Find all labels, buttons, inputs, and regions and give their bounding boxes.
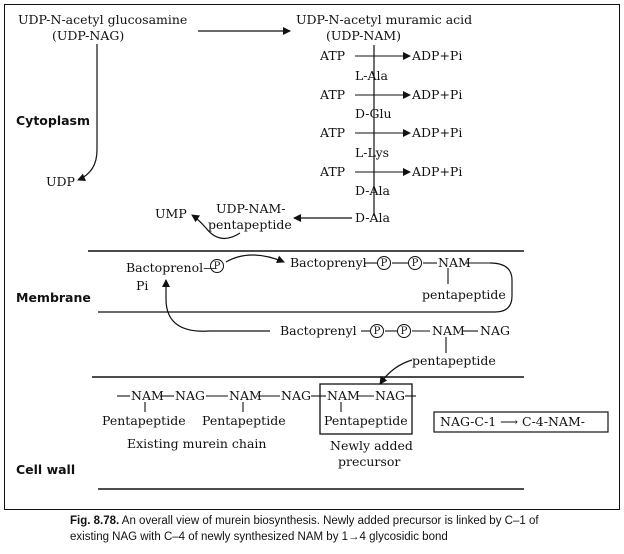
pentapeptide-wall-2: Pentapeptide [202,413,286,428]
nam-membrane-1: NAM [438,255,471,270]
nam-membrane-2: NAM [432,323,465,338]
adp-2: ADP+Pi [412,87,463,102]
chain-nag-1: NAG [175,388,205,403]
amino-5: D-Ala [355,210,390,225]
ump-label: UMP [155,206,187,221]
adp-1: ADP+Pi [412,48,463,63]
bactoprenyl-1: Bactoprenyl [290,255,367,270]
pi-label: Pi [136,278,149,293]
udp-nam-pp-line2: pentapeptide [208,217,292,232]
atp-2: ATP [320,87,346,102]
bactoprenyl-2: Bactoprenyl [280,323,357,338]
udp-nag-name: UDP-N-acetyl glucosamine [18,12,188,27]
new-nam: NAM [327,388,360,403]
udp-nam-name: UDP-N-acetyl muramic acid [296,12,473,27]
udp-label: UDP [46,174,75,189]
pentapeptide-wall-1: Pentapeptide [102,413,186,428]
udp-nam-abbrev: (UDP-NAM) [326,28,402,43]
region-membrane: Membrane [16,290,91,305]
pentapeptide-membrane-1: pentapeptide [422,287,506,302]
nag-membrane-2: NAG [480,323,510,338]
amino-1: L-Ala [355,68,389,83]
udp-nam-pp-line1: UDP-NAM- [216,201,286,216]
chain-nag-2: NAG [281,388,311,403]
udp-nag-abbrev: (UDP-NAG) [52,28,125,43]
region-cell-wall: Cell wall [16,462,76,477]
caption-label: Fig. 8.78. [70,515,120,527]
adp-4: ADP+Pi [412,164,463,179]
amino-4: D-Ala [355,183,390,198]
atp-1: ATP [320,48,346,63]
pentapeptide-wall-3: Pentapeptide [324,413,408,428]
adp-3: ADP+Pi [412,125,463,140]
chain-nam-2: NAM [229,388,262,403]
caption-text: An overall view of murein biosynthesis. Newly added precursor is linked by C–1 of existing NAG with C–4 of newly synthesized NAM by 1→4 glycosidic bond [70,515,539,543]
new-nag: NAG [375,388,405,403]
newly-added-line2: precursor [338,454,401,469]
chain-nam-1: NAM [131,388,164,403]
newly-added-line1: Newly added [330,438,413,453]
phosphate-circle-4: P [370,324,384,338]
figure-caption [70,514,580,545]
atp-3: ATP [320,125,346,140]
glycosidic-bond-box: NAG-C-1 ⟶ C-4-NAM- [440,414,585,429]
phosphate-circle-3: P [408,256,422,270]
bactoprenol-label: Bactoprenol— [126,260,216,275]
phosphate-circle-1: P [210,259,224,273]
pentapeptide-membrane-2: pentapeptide [412,353,496,368]
phosphate-circle-2: P [377,256,391,270]
amino-2: D-Glu [355,106,392,121]
phosphate-circle-5: P [397,324,411,338]
amino-3: L-Lys [355,145,390,160]
region-cytoplasm: Cytoplasm [16,113,91,128]
existing-chain-label: Existing murein chain [127,436,267,451]
atp-4: ATP [320,164,346,179]
